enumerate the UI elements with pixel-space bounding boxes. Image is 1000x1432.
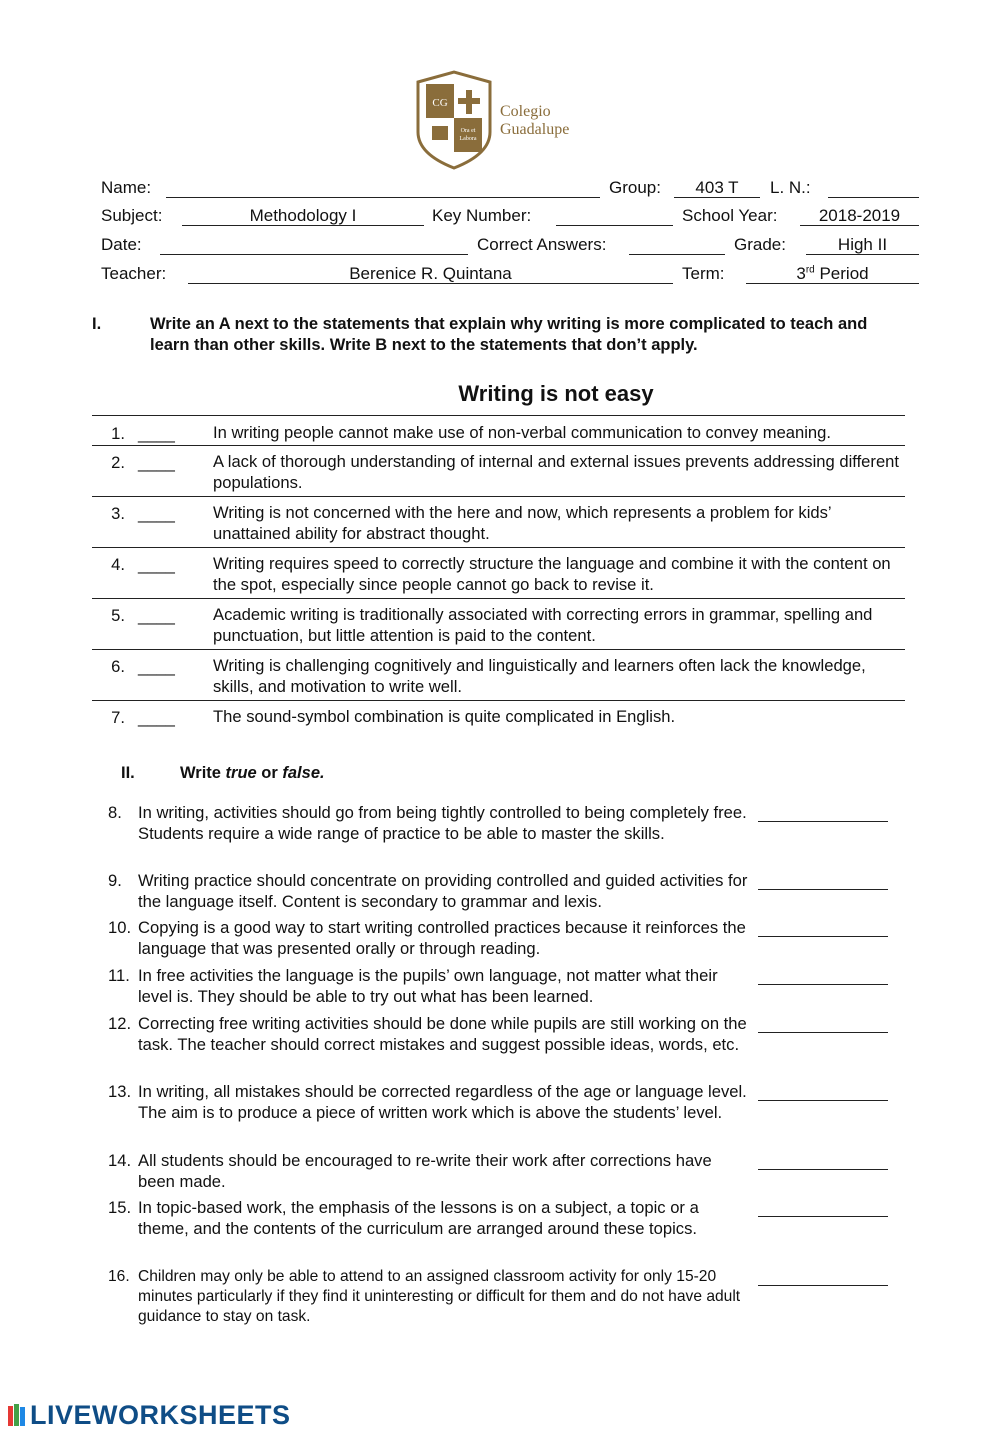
table-row: 1. ____ In writing people cannot make use of non-verbal communication to convey meaning. xyxy=(92,415,905,446)
answer-blank[interactable]: ____ xyxy=(138,606,175,625)
table-row: 5. ____ Academic writing is traditionally associated with correcting errors in grammar, spelling and punctuation, but little attention is paid to the content. xyxy=(92,598,905,650)
correct-answers-field[interactable] xyxy=(629,235,725,255)
answer-blank[interactable]: ____ xyxy=(138,424,175,443)
term-field[interactable]: 3rd Period xyxy=(746,264,919,284)
group-field[interactable]: 403 T xyxy=(674,178,760,198)
name-field[interactable] xyxy=(166,178,600,198)
table-row: 3. ____ Writing is not concerned with the here and now, which represents a problem for kids’ unattained ability for abstract thought. xyxy=(92,496,905,548)
teacher-label: Teacher: xyxy=(101,264,167,283)
section-1-number: I. xyxy=(92,315,102,333)
table-row: 6. ____ Writing is challenging cognitively and linguistically and learners often lack the knowledge, skills, and motivation to write well. xyxy=(92,649,905,701)
ln-field[interactable] xyxy=(828,178,919,198)
date-label: Date: xyxy=(101,235,142,254)
answer-line[interactable] xyxy=(758,1032,888,1033)
section-1-title: Writing is not easy xyxy=(458,381,654,406)
grade-field[interactable]: High II xyxy=(806,235,919,255)
school-year-field[interactable]: 2018-2019 xyxy=(800,206,919,226)
answer-line[interactable] xyxy=(758,1216,888,1217)
answer-blank[interactable]: ____ xyxy=(138,504,175,523)
section-1-instruction: Write an A next to the statements that explain why writing is more complicated to teach and learn than other skills. Write B next to the statements that don’t apply. xyxy=(150,315,868,354)
name-label: Name: xyxy=(101,178,152,197)
answer-line[interactable] xyxy=(758,984,888,985)
teacher-field[interactable]: Berenice R. Quintana xyxy=(188,264,673,284)
answer-blank[interactable]: ____ xyxy=(138,657,175,676)
section-2-number: II. xyxy=(121,764,135,782)
key-number-field[interactable] xyxy=(556,206,673,226)
grade-label: Grade: xyxy=(734,235,786,254)
answer-line[interactable] xyxy=(758,1100,888,1101)
svg-text:Labora: Labora xyxy=(459,136,477,142)
term-label: Term: xyxy=(682,264,725,283)
school-logo xyxy=(414,68,586,177)
svg-text:CG: CG xyxy=(432,97,448,109)
answer-line[interactable] xyxy=(758,889,888,890)
pencils-icon xyxy=(8,1404,26,1426)
school-year-label: School Year: xyxy=(682,206,778,225)
section-2-instruction: Write true or false. xyxy=(180,764,325,782)
ln-label: L. N.: xyxy=(770,178,811,197)
crest-icon xyxy=(414,68,586,172)
correct-answers-label: Correct Answers: xyxy=(477,235,607,254)
answer-blank[interactable]: ____ xyxy=(138,555,175,574)
subject-field[interactable]: Methodology I xyxy=(182,206,424,226)
brand-text: LIVEWORKSHEETS xyxy=(30,1400,291,1430)
answer-blank[interactable]: ____ xyxy=(138,453,175,472)
answer-line[interactable] xyxy=(758,1169,888,1170)
liveworksheets-logo[interactable] xyxy=(8,1400,291,1431)
key-number-label: Key Number: xyxy=(432,206,532,225)
answer-line[interactable] xyxy=(758,1285,888,1286)
svg-text:Ora et: Ora et xyxy=(460,128,476,134)
subject-label: Subject: xyxy=(101,206,163,225)
answer-line[interactable] xyxy=(758,936,888,937)
answer-line[interactable] xyxy=(758,821,888,822)
group-label: Group: xyxy=(609,178,661,197)
answer-blank[interactable]: ____ xyxy=(138,708,175,727)
logo-text-colegio: Colegio xyxy=(500,103,551,120)
table-row: 2. ____ A lack of thorough understanding of internal and external issues prevents addressing different populations. xyxy=(92,445,905,497)
table-row: 7. ____ The sound-symbol combination is quite complicated in English. xyxy=(92,700,905,731)
logo-text-guadalupe: Guadalupe xyxy=(500,121,570,138)
table-row: 4. ____ Writing requires speed to correctly structure the language and combine it with the content on the spot, especially since people cannot go back to revise it. xyxy=(92,547,905,599)
date-field[interactable] xyxy=(160,235,468,255)
